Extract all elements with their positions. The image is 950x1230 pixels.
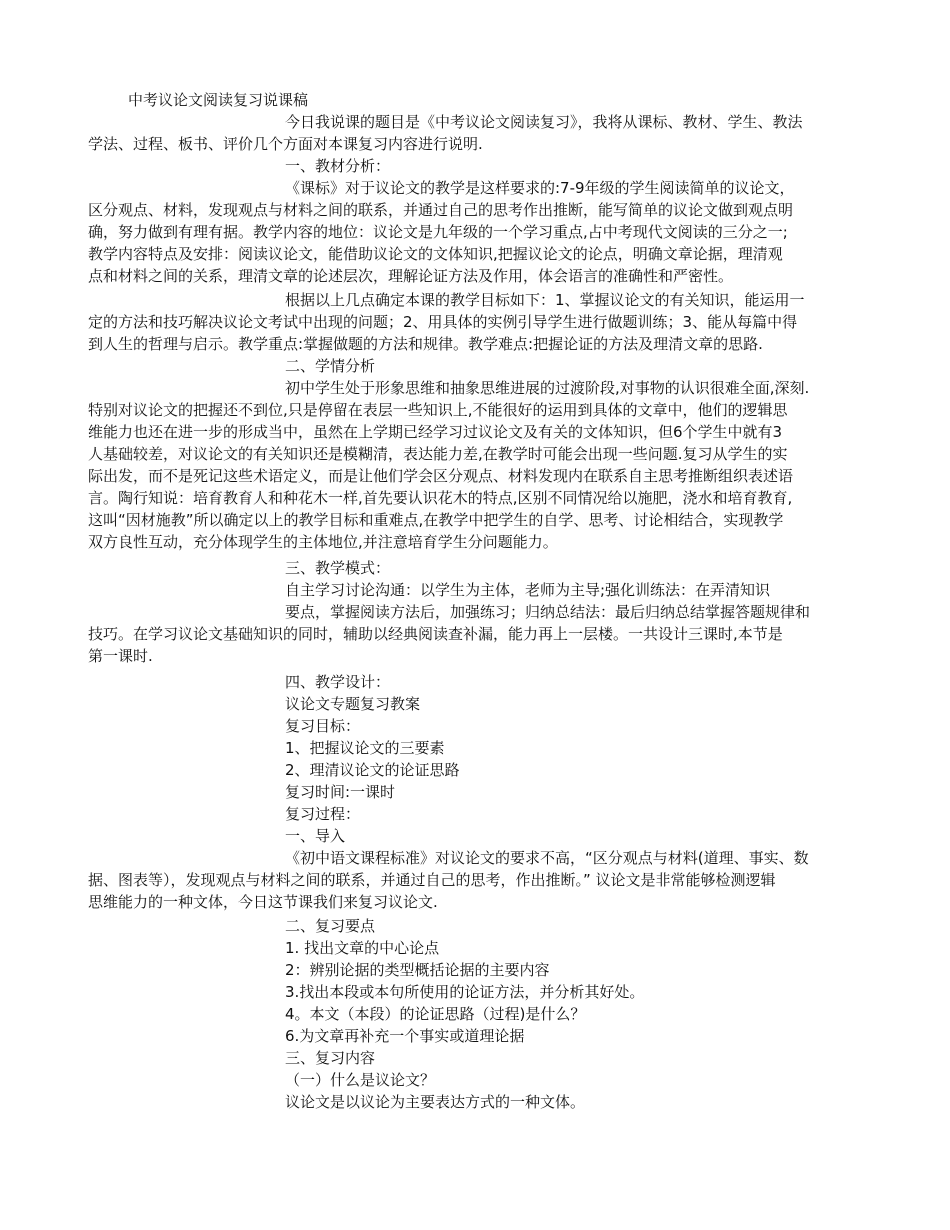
section4-heading: 四、教学设计： — [285, 673, 391, 691]
section1-para1-line: 区分观点、材料，发现观点与材料之间的联系，并通过自己的思考作出推断，能写简单的议论文做到观点明 — [88, 201, 794, 219]
section2-para-line: 这叫“因材施教”所以确定以上的教学目标和重难点,在教学中把学生的自学、思考、讨论相结合，实现教学 — [88, 511, 784, 529]
section2-para-line: 特别对议论文的把握还不到位,只是停留在表层一些知识上,不能很好的运用到具体的文章中，他们的逻辑思 — [88, 401, 788, 419]
section1-heading: 一、教材分析： — [285, 157, 391, 175]
point-item: 6.为文章再补充一个事实或道理论据 — [285, 1027, 525, 1045]
section2-para-line: 际出发，而不是死记这些术语定义，而是让他们学会区分观点、材料发现内在联系自主思考推断组织表述语 — [88, 467, 794, 485]
section2-para-line: 人基础较差，对议论文的有关知识还是模糊清，表达能力差,在教学时可能会出现一些问题.复习从学生的实 — [88, 445, 788, 463]
content-heading: 三、复习内容 — [285, 1049, 376, 1067]
section2-para-line: 初中学生处于形象思维和抽象思维进展的过渡阶段,对事物的认识很难全面,深刻. — [285, 379, 810, 397]
section1-para2-line: 到人生的哲理与启示。教学重点:掌握做题的方法和规律。教学难点:把握论证的方法及理清文章的思路. — [88, 335, 763, 353]
section4-line: 2、理清议论文的论证思路 — [285, 761, 460, 779]
section1-para1-line: 确，努力做到有理有据。教学内容的地位：议论文是九年级的一个学习重点,占中考现代文阅读的三分之一; — [88, 223, 788, 241]
section4-intro-line: 思维能力的一种文体，今日这节课我们来复习议论文. — [88, 893, 438, 911]
section2-para-line: 双方良性互动，充分体现学生的主体地位,并注意培育学生分问题能力。 — [88, 533, 558, 551]
section4-intro-line: 据、图表等），发现观点与材料之间的联系，并通过自己的思考，作出推断。” 议论文是非常能够检测逻辑 — [88, 871, 776, 889]
point-item: 1. 找出文章的中心论点 — [285, 939, 440, 957]
section2-para-line: 言。陶行知说：培育教育人和种花木一样,首先要认识花木的特点,区别不同情况给以施肥，浇水和培育教育, — [88, 489, 793, 507]
intro-line-2: 学法、过程、板书、评价几个方面对本课复习内容进行说明. — [88, 135, 483, 153]
section3-para-line: 第一课时. — [88, 647, 153, 665]
content-subheading: （一）什么是议论文？ — [285, 1071, 436, 1089]
section1-para2-line: 定的方法和技巧解决议论文考试中出现的问题；2、用具体的实例引导学生进行做题训练；3、能从每篇中得 — [88, 313, 798, 331]
section1-para1-line: 教学内容特点及安排：阅读议论文，能借助议论文的文体知识,把握议论文的论点，明确文章论据，理清观 — [88, 245, 783, 263]
section3-para-line: 技巧。在学习议论文基础知识的同时，辅助以经典阅读查补漏，能力再上一层楼。一共设计三课时,本节是 — [88, 625, 783, 643]
section3-para-line: 自主学习讨论沟通：以学生为主体，老师为主导;强化训练法：在弄清知识 — [285, 581, 771, 599]
point-item: 2：辨别论据的类型概括论据的主要内容 — [285, 961, 550, 979]
points-heading: 二、复习要点 — [285, 917, 376, 935]
section4-line: 议论文专题复习教案 — [285, 695, 421, 713]
section4-line: 复习目标： — [285, 717, 361, 735]
section4-line: 复习过程： — [285, 805, 361, 823]
section2-para-line: 维能力也还在进一步的形成当中，虽然在上学期已经学习过议论文及有关的文体知识，但6个学生中就有3 — [88, 423, 783, 441]
intro-line-1: 今日我说课的题目是《中考议论文阅读复习》，我将从课标、教材、学生、教法 — [285, 113, 803, 131]
document-title: 中考议论文阅读复习说课稿 — [128, 91, 309, 109]
section3-para-line: 要点，掌握阅读方法后，加强练习；归纳总结法：最后归纳总结掌握答题规律和 — [285, 603, 811, 621]
section1-para1-line: 点和材料之间的关系，理清文章的论述层次，理解论证方法及作用，体会语言的准确性和严密性。 — [88, 267, 734, 285]
section4-intro-line: 《初中语文课程标准》对议论文的要求不高，“区分观点与材料(道理、事实、数 — [285, 849, 809, 867]
section1-para1-line: 《课标》对于议论文的教学是这样要求的:7-9年级的学生阅读简单的议论文， — [285, 179, 795, 197]
section1-para2-line: 根据以上几点确定本课的教学目标如下：1、掌握议论文的有关知识，能运用一 — [285, 291, 805, 309]
point-item: 4。本文（本段）的论证思路（过程)是什么？ — [285, 1005, 586, 1023]
section4-line: 1、把握议论文的三要素 — [285, 739, 445, 757]
point-item: 3.找出本段或本句所使用的论证方法，并分析其好处。 — [285, 983, 645, 1001]
section4-line: 一、导入 — [285, 827, 346, 845]
content-text: 议论文是以议论为主要表达方式的一种文体。 — [285, 1093, 586, 1111]
section4-line: 复习时间:一课时 — [285, 783, 396, 801]
section2-heading: 二、学情分析 — [285, 357, 376, 375]
section3-heading: 三、教学模式： — [285, 559, 391, 577]
